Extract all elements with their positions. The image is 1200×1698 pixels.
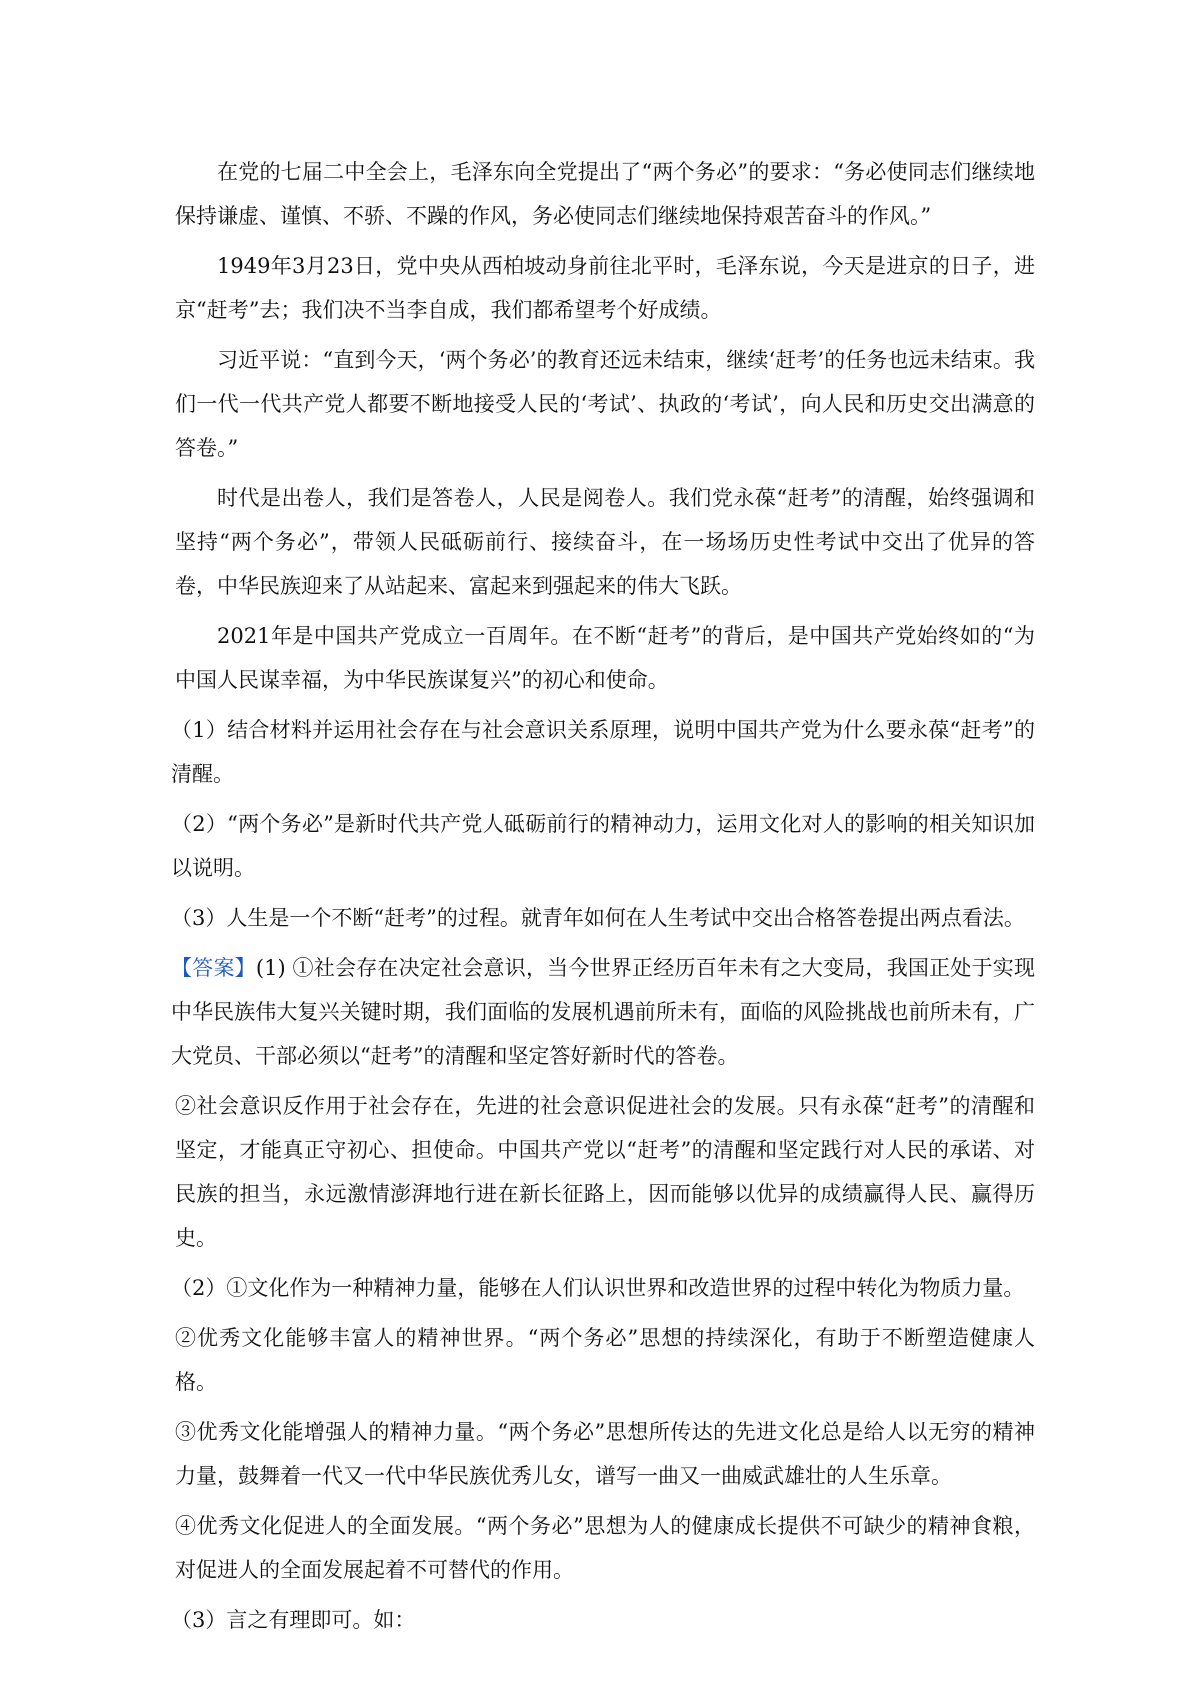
material-paragraph-2: 1949年3月23日，党中央从西柏坡动身前往北平时，毛泽东说，今天是进京的日子，进京“赶考”去；我们决不当李自成，我们都希望考个好成绩。 xyxy=(175,254,1035,322)
material-paragraph-4: 时代是出卷人，我们是答卷人，人民是阅卷人。我们党永葆“赶考”的清醒，始终强调和坚持“两个务必”，带领人民砥砺前行、接续奋斗，在一场场历史性考试中交出了优异的答卷，中华民族迎来了从站起来、富起来到强起来的伟大飞跃。 xyxy=(175,486,1035,598)
question-2: （2）“两个务必”是新时代共产党人砥砺前行的精神动力，运用文化对人的影响的相关知识加以说明。 xyxy=(171,812,1035,880)
answer-part-2-point-2: ②优秀文化能够丰富人的精神世界。“两个务必”思想的持续深化，有助于不断塑造健康人格。 xyxy=(175,1326,1035,1394)
answer-part-1-second: ②社会意识反作用于社会存在，先进的社会意识促进社会的发展。只有永葆“赶考”的清醒和坚定，才能真正守初心、担使命。中国共产党以“赶考”的清醒和坚定践行对人民的承诺、对民族的担当，永远激情澎湃地行进在新长征路上，因而能够以优异的成绩赢得人民、赢得历史。 xyxy=(175,1094,1035,1250)
question-3: （3）人生是一个不断“赶考”的过程。就青年如何在人生考试中交出合格答卷提出两点看法。 xyxy=(171,906,1025,930)
answer-label: 【答案】 xyxy=(171,956,256,980)
material-paragraph-3: 习近平说：“直到今天，‘两个务必’的教育还远未结束，继续‘赶考’的任务也远未结束。我们一代一代共产党人都要不断地接受人民的‘考试’、执政的‘考试’，向人民和历史交出满意的答卷。” xyxy=(175,348,1035,460)
answer-part-1-first-text: (1) ①社会存在决定社会意识，当今世界正经历百年未有之大变局，我国正处于实现中华民族伟大复兴关键时期，我们面临的发展机遇前所未有，面临的风险挑战也前所未有，广大党员、干部必须以“赶考”的清醒和坚定答好新时代的答卷。 xyxy=(171,956,1036,1068)
material-paragraph-5: 2021年是中国共产党成立一百周年。在不断“赶考”的背后，是中国共产党始终如的“为中国人民谋幸福，为中华民族谋复兴”的初心和使命。 xyxy=(175,624,1035,692)
answer-part-1-first xyxy=(171,946,1035,1078)
answer-part-2-point-3: ③优秀文化能增强人的精神力量。“两个务必”思想所传达的先进文化总是给人以无穷的精神力量，鼓舞着一代又一代中华民族优秀儿女，谱写一曲又一曲威武雄壮的人生乐章。 xyxy=(175,1420,1035,1488)
answer-part-2-point-4: ④优秀文化促进人的全面发展。“两个务必”思想为人的健康成长提供不可缺少的精神食粮，对促进人的全面发展起着不可替代的作用。 xyxy=(175,1514,1035,1582)
document-content xyxy=(171,150,1036,1648)
answer-part-2-point-1: （2）①文化作为一种精神力量，能够在人们认识世界和改造世界的过程中转化为物质力量。 xyxy=(171,1276,1025,1300)
material-paragraph-1: 在党的七届二中全会上，毛泽东向全党提出了“两个务必”的要求：“务必使同志们继续地保持谦虚、谨慎、不骄、不躁的作风，务必使同志们继续地保持艰苦奋斗的作风。” xyxy=(175,160,1035,228)
question-1: （1）结合材料并运用社会存在与社会意识关系原理，说明中国共产党为什么要永葆“赶考”的清醒。 xyxy=(171,718,1035,786)
answer-part-3: （3）言之有理即可。如： xyxy=(171,1608,416,1632)
